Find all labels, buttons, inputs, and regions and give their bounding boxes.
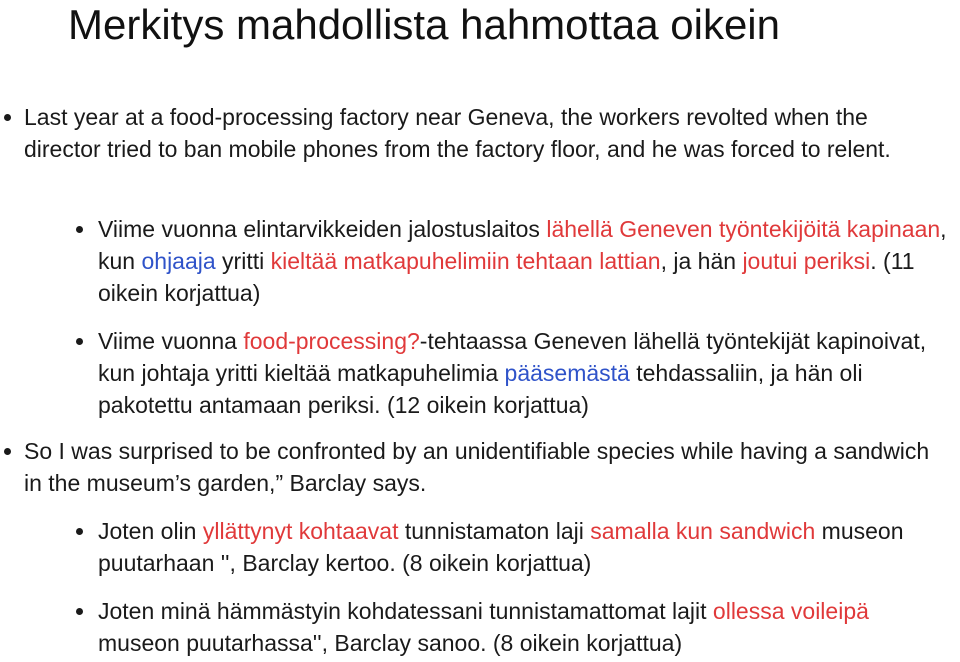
text-segment-alt: ohjaaja	[141, 248, 216, 274]
bullet-dot-icon	[4, 114, 11, 121]
text-segment: Last year at a food-processing factory near Geneva, the workers revolted when the director tried to ban mobile phones from the factory floor, and he was forced to relent.	[24, 104, 891, 162]
text-segment: , ja hän	[660, 248, 743, 274]
bullet-dot-icon	[76, 528, 83, 535]
text-segment: -tehtaassa Geneven lähellä työntekijät kapinoivat, kun johtaja yritti kieltää matkapuhelimia	[98, 328, 927, 386]
bullet-fi-2b	[98, 595, 948, 659]
text-segment: yritti	[215, 248, 271, 274]
bullet-dot-icon	[76, 226, 83, 233]
text-segment: tehdassaliin, ja hän oli pakotettu antamaan periksi. (12 oikein korjattua)	[98, 360, 863, 418]
text-segment-error: kieltää matkapuhelimiin tehtaan lattian	[270, 248, 661, 274]
bullet-dot-icon	[76, 608, 83, 615]
text-segment-error: ollessa voileipä	[712, 598, 869, 624]
text-segment: So I was surprised to be confronted by an unidentifiable species while having a sandwich in the museum’s garden,” Barclay says.	[24, 438, 930, 496]
text-segment: tunnistamaton laji	[398, 518, 591, 544]
text-segment: , kun	[98, 216, 947, 274]
slide-title: Merkitys mahdollista hahmottaa oikein	[68, 1, 780, 48]
text-segment: Joten minä hämmästyin kohdatessani tunnistamattomat lajit	[98, 598, 713, 624]
text-segment: Viime vuonna	[98, 328, 244, 354]
text-segment-error: samalla kun sandwich	[590, 518, 816, 544]
bullet-dot-icon	[4, 448, 11, 455]
bullet-fi-1a	[98, 213, 948, 309]
text-segment: Viime vuonna elintarvikkeiden jalostuslaitos	[98, 216, 547, 242]
text-segment: museon puutarhassa'', Barclay sanoo. (8 oikein korjattua)	[98, 630, 683, 656]
text-segment-alt: pääsemästä	[504, 360, 630, 386]
text-segment-error: food-processing?	[243, 328, 420, 354]
bullet-en-1	[24, 101, 944, 165]
bullet-en-2	[24, 435, 944, 499]
bullet-fi-1b	[98, 325, 948, 421]
bullet-dot-icon	[76, 338, 83, 345]
text-segment: museon puutarhaan '', Barclay kertoo. (8 oikein korjattua)	[98, 518, 904, 576]
text-segment-error: lähellä Geneven työntekijöitä kapinaan	[546, 216, 941, 242]
text-segment-error: joutui periksi	[742, 248, 871, 274]
bullet-fi-2a	[98, 515, 948, 579]
text-segment-error: yllättynyt kohtaavat	[202, 518, 399, 544]
text-segment: . (11 oikein korjattua)	[98, 248, 915, 306]
text-segment: Joten olin	[98, 518, 203, 544]
